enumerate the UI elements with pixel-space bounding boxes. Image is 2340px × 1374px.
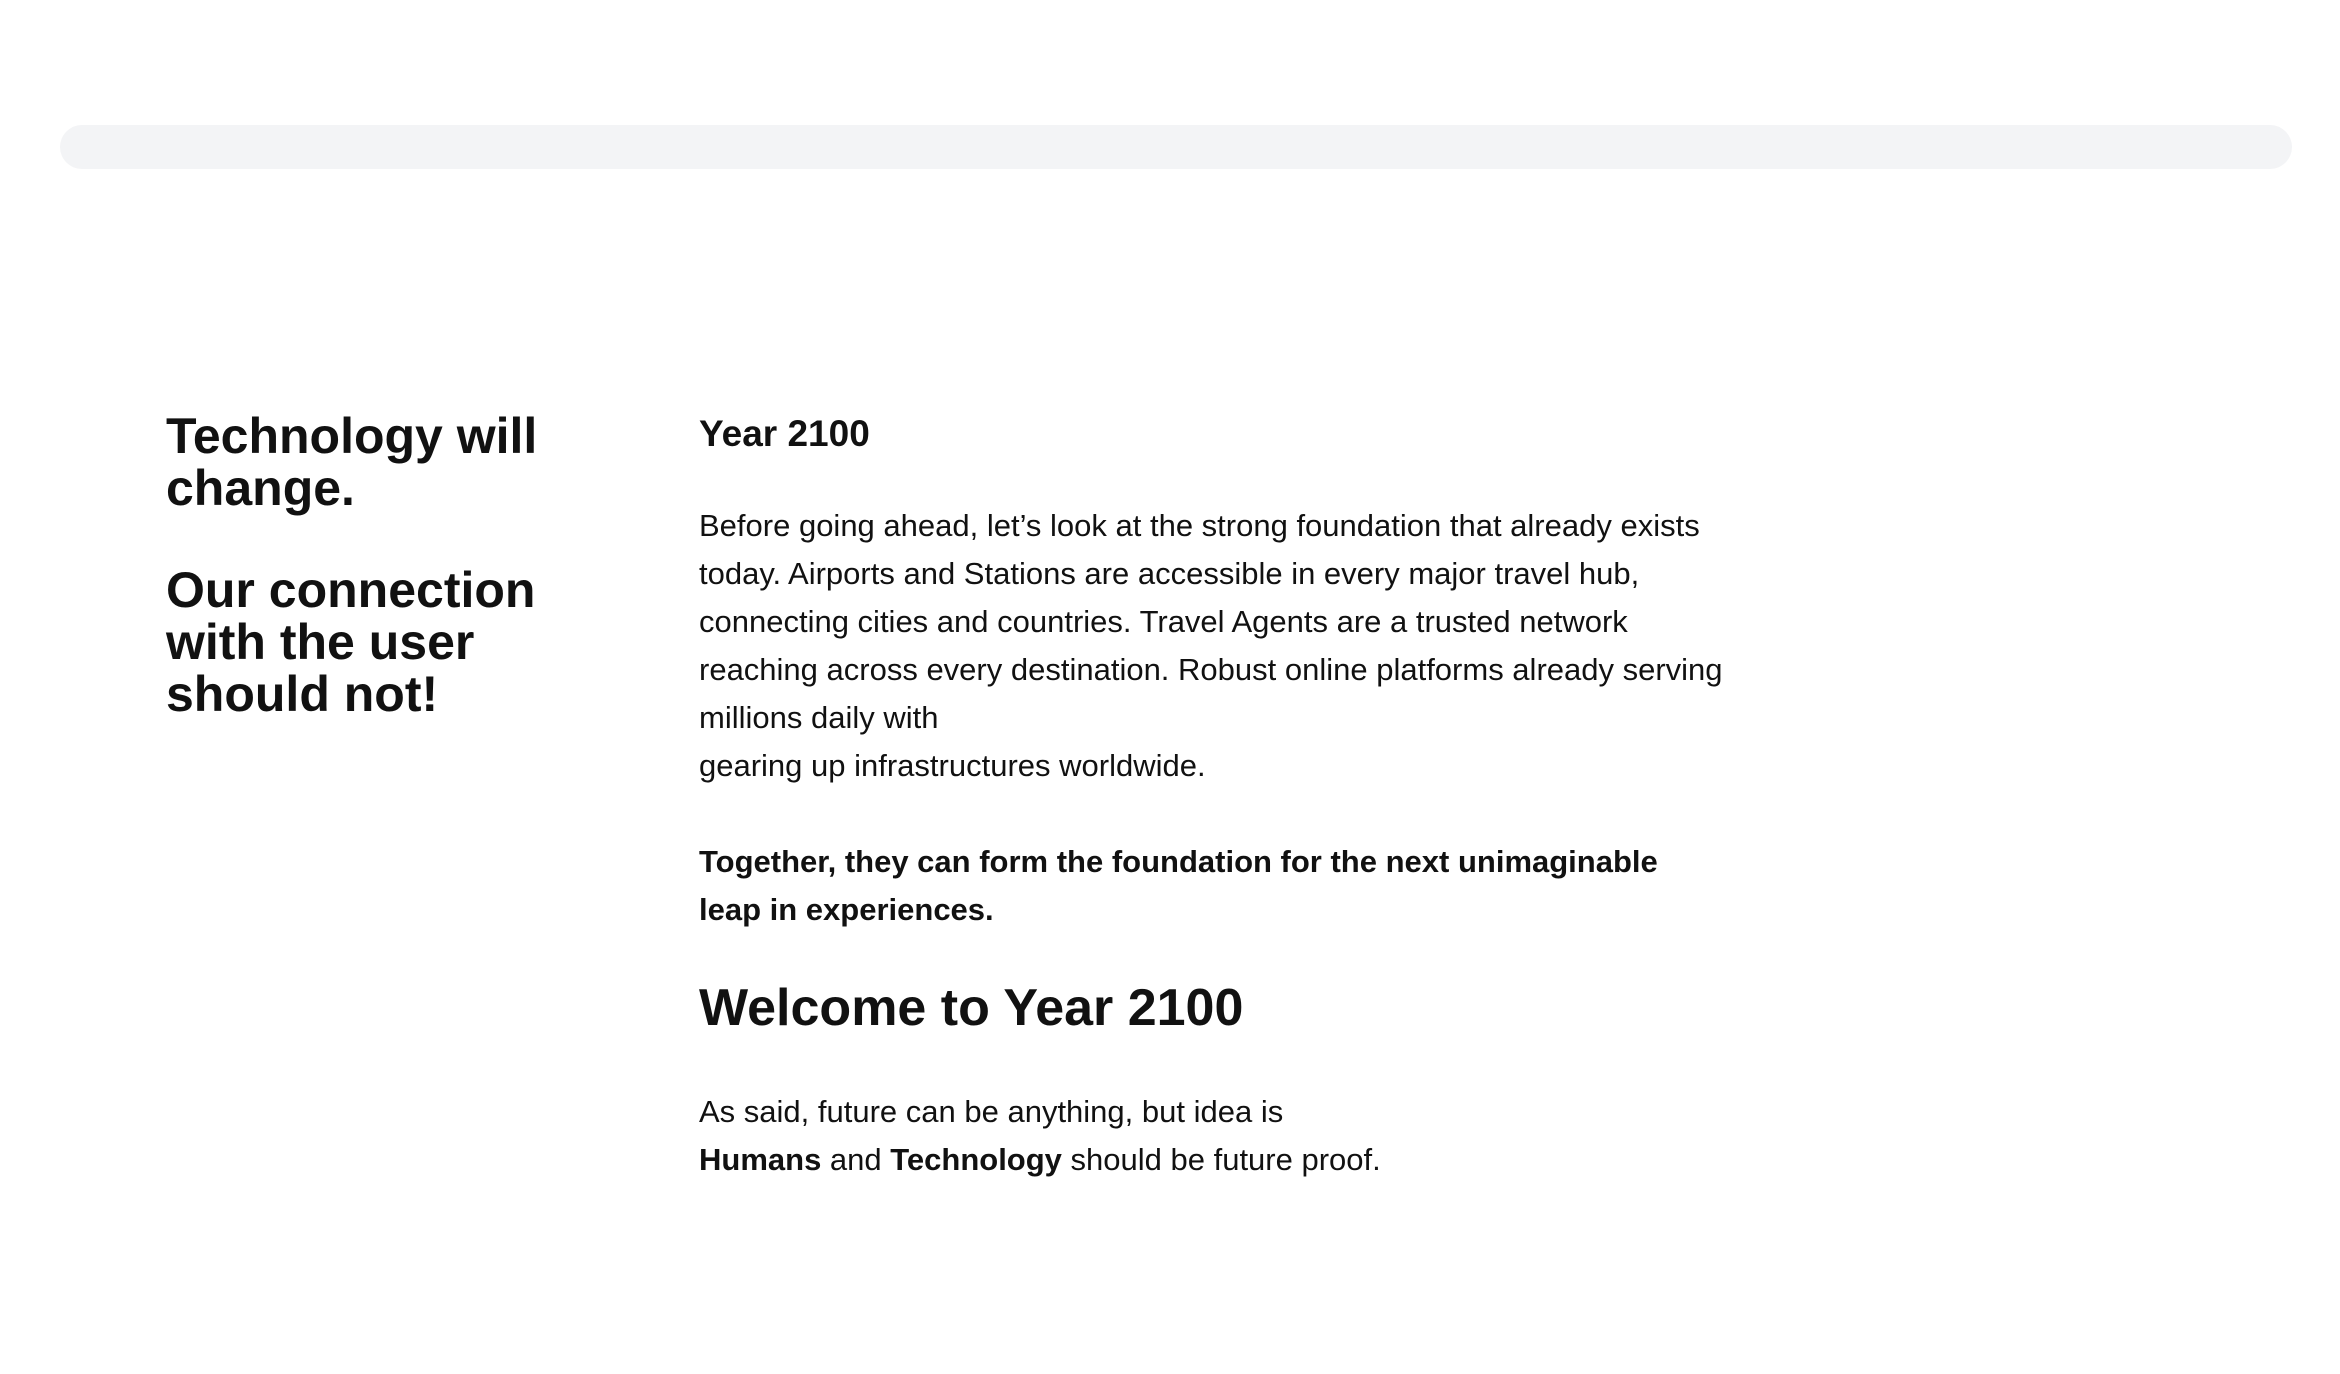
paragraph-line: connecting cities and countries. Travel Agents are a trusted network (699, 604, 1628, 639)
paragraph-line: Before going ahead, let’s look at the strong foundation that already exists (699, 508, 1700, 543)
closing-paragraph (699, 1088, 1779, 1184)
paragraph-line: today. Airports and Stations are accessible in every major travel hub, (699, 556, 1640, 591)
heading-connection-should-not: Our connection with the user should not! (166, 562, 536, 722)
emphasis-paragraph (699, 838, 1779, 934)
word-humans: Humans (699, 1142, 822, 1177)
heading-technology-will-change: Technology will change. (166, 408, 538, 516)
emphasis-line: leap in experiences. (699, 892, 994, 927)
closing-line-2 (699, 1136, 1779, 1184)
left-column (166, 410, 646, 720)
top-bar (60, 125, 2292, 169)
word-and: and (821, 1142, 891, 1177)
closing-line-1: As said, future can be anything, but idea is (699, 1094, 1284, 1129)
emphasis-line: Together, they can form the foundation for the next unimaginable (699, 844, 1658, 879)
paragraph-line: millions daily with (699, 700, 939, 735)
intro-paragraph (699, 502, 1779, 790)
right-column (699, 410, 1779, 1184)
closing-tail: should be future proof. (1061, 1142, 1381, 1177)
paragraph-line: gearing up infrastructures worldwide. (699, 748, 1206, 783)
paragraph-line: reaching across every destination. Robust online platforms already serving (699, 652, 1723, 687)
welcome-heading: Welcome to Year 2100 (699, 979, 1244, 1037)
section-eyebrow: Year 2100 (699, 413, 870, 454)
word-technology: Technology (890, 1142, 1062, 1177)
